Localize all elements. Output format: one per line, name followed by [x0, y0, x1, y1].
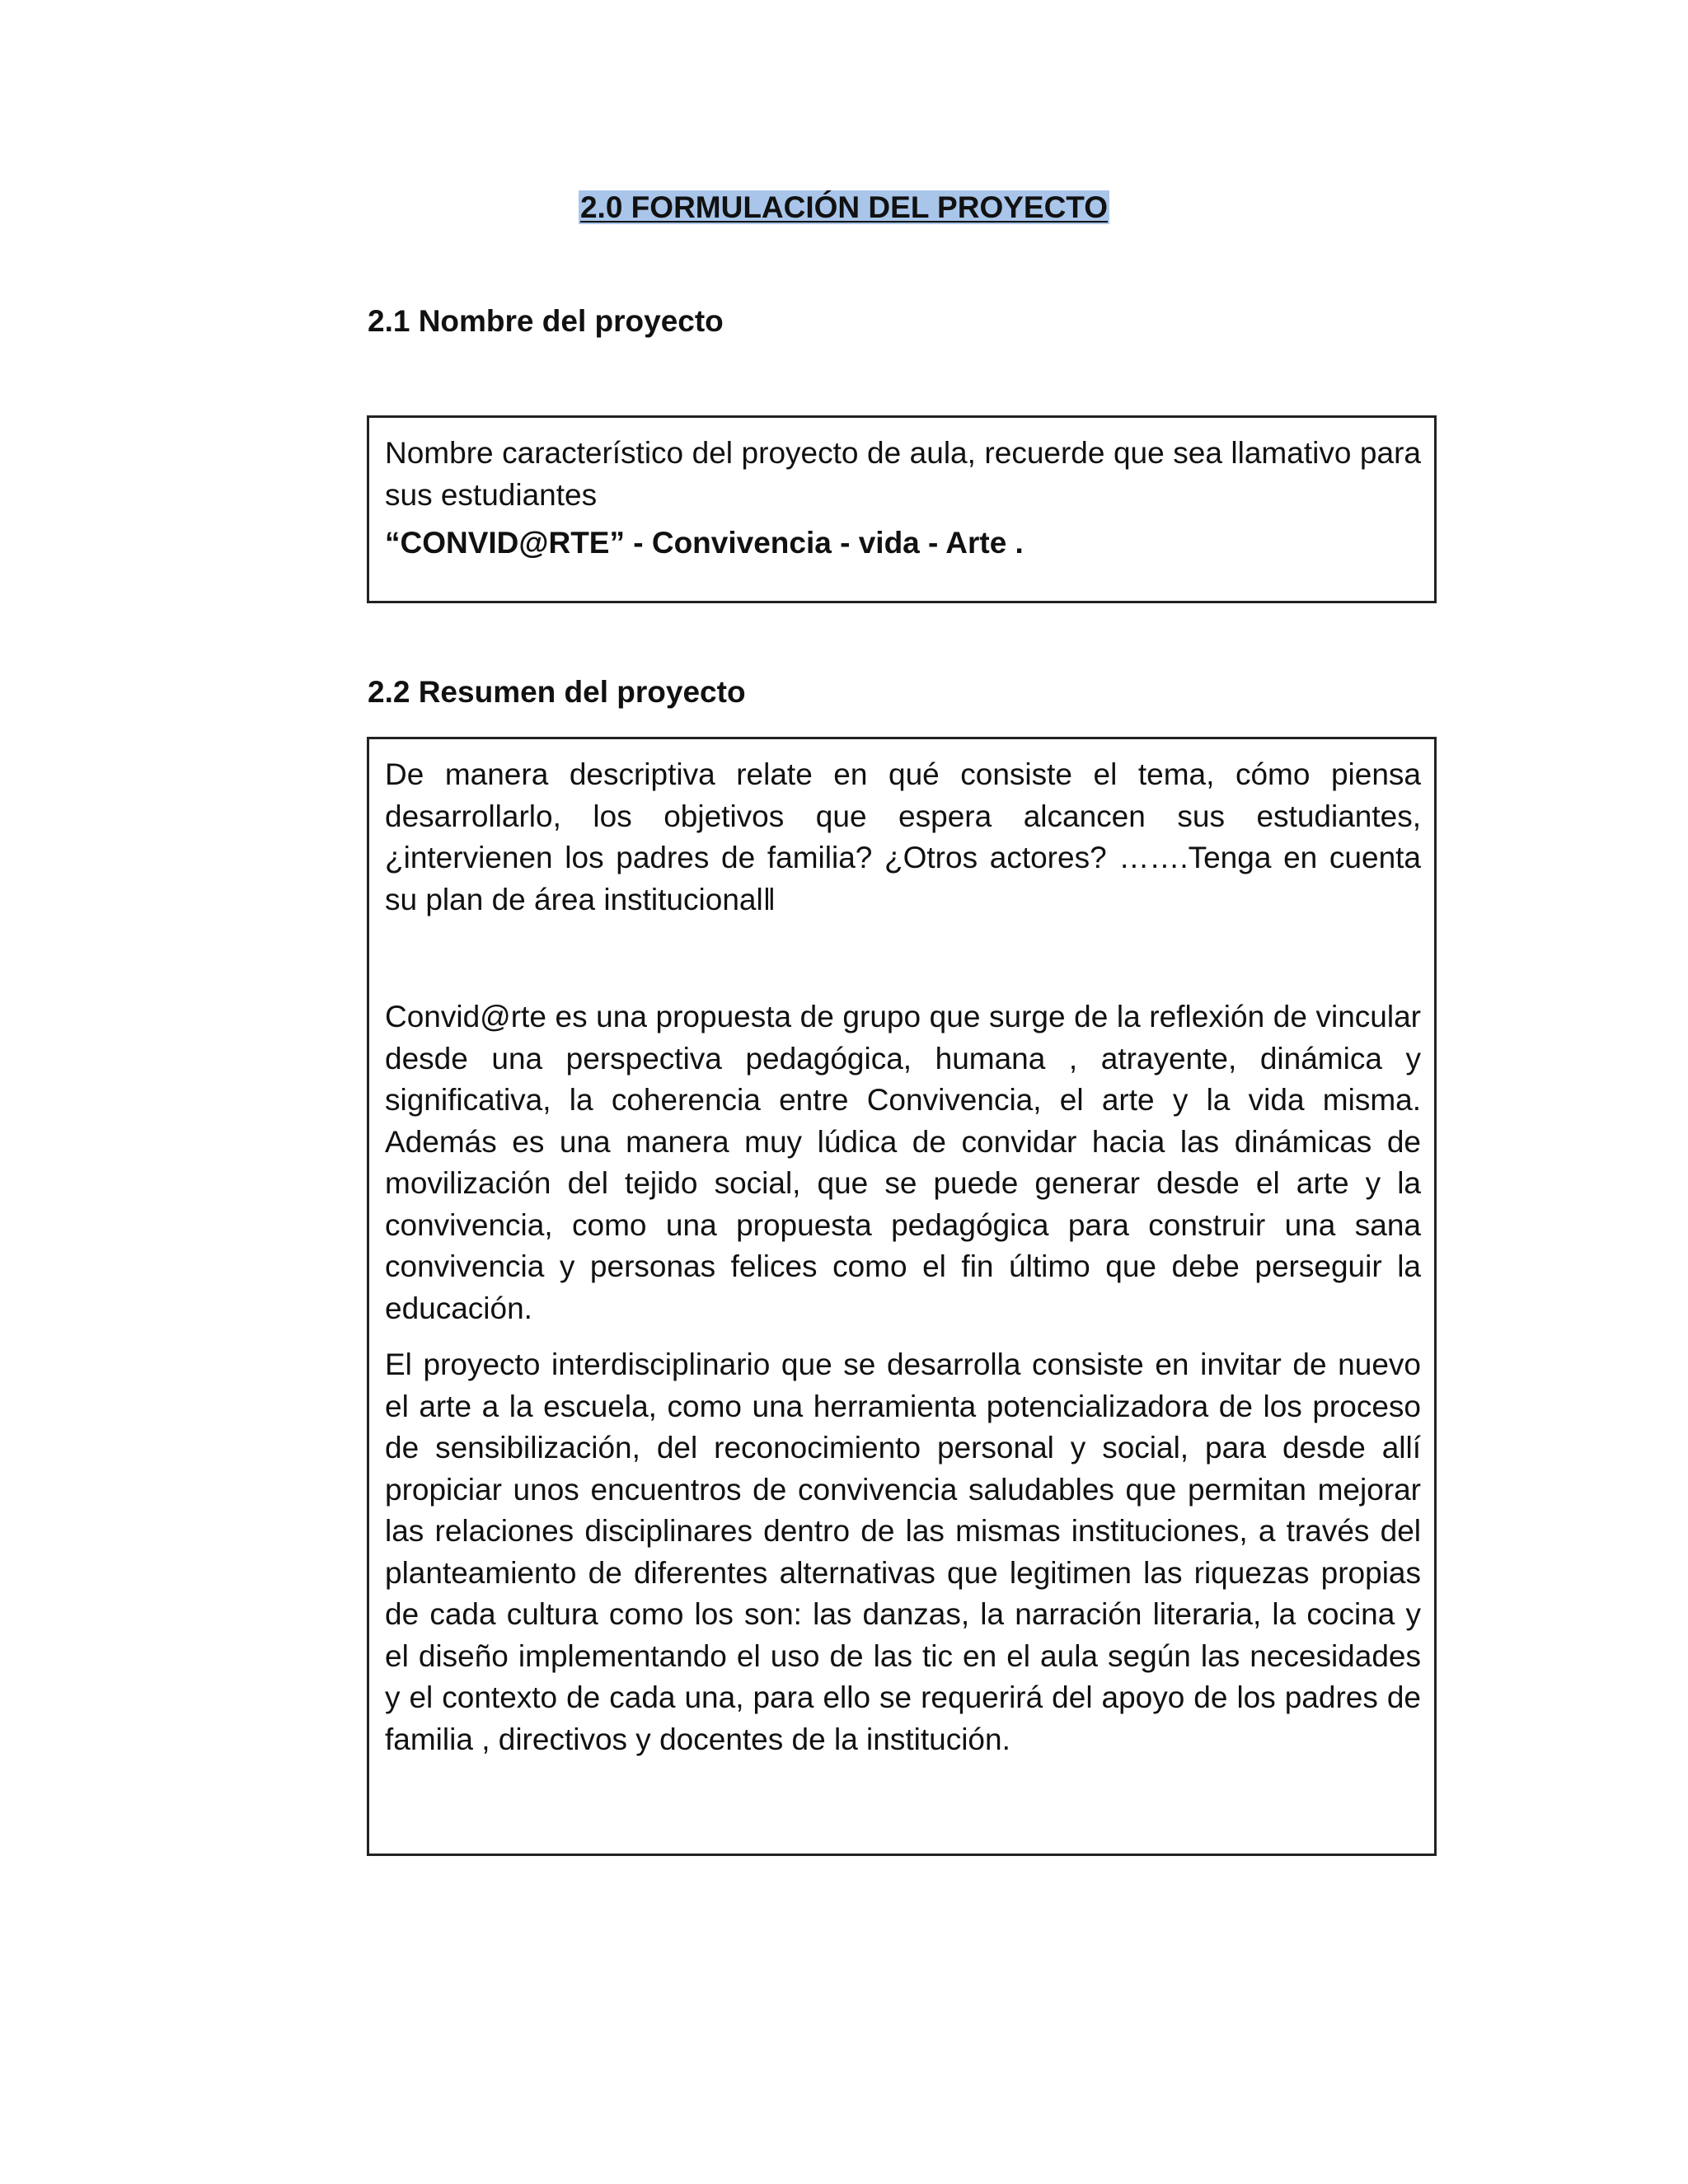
project-name-box: [367, 415, 1437, 603]
project-summary-paragraph-2: El proyecto interdisciplinario que se desarrolla consiste en invitar de nuevo el arte a la escuela, como una herramienta potencializadora de los proceso de sensibilización, del reconocimiento personal y social, para desde allí propiciar unos encuentros de convivencia saludables que permitan mejorar las relaciones disciplinares dentro de las mismas instituciones, a través del planteamiento de diferentes alternativas que legitimen las riquezas propias de cada cultura como los son: las danzas, la narración literaria, la cocina y el diseño implementando el uso de las tic en el aula según las necesidades y el contexto de cada una, para ello se requerirá del apoyo de los padres de familia , directivos y docentes de la institución.: [385, 1347, 1421, 1756]
project-summary-instruction: De manera descriptiva relate en qué consiste el tema, cómo piensa desarrollarlo, los objetivos que espera alcancen sus estudiantes, ¿intervienen los padres de familia? ¿Otros actores? …….Tenga en cuenta su plan de área institucional‖: [385, 757, 1421, 916]
section-heading-project-summary: 2.2 Resumen del proyecto: [368, 675, 746, 709]
document-title-text: 2.0 FORMULACIÓN DEL PROYECTO: [579, 190, 1109, 224]
section-heading-project-name: 2.1 Nombre del proyecto: [368, 304, 724, 338]
project-summary-box: [367, 737, 1437, 1856]
project-name-value: “CONVID@RTE” - Convivencia - vida - Arte .: [385, 526, 1024, 560]
project-summary-paragraph-1: Convid@rte es una propuesta de grupo que surge de la reflexión de vincular desde una perspectiva pedagógica, humana , atrayente, dinámica y significativa, la coherencia entre Convivencia, el arte y la vida misma. Además es una manera muy lúdica de convidar hacia las dinámicas de movilización del tejido social, que se puede generar desde el arte y la convivencia, como una propuesta pedagógica para construir una sana convivencia y personas felices como el fin último que debe perseguir la educación.: [385, 1000, 1421, 1325]
project-name-instruction: Nombre característico del proyecto de aula, recuerde que sea llamativo para sus estudiantes: [385, 436, 1421, 512]
document-title: [0, 186, 1688, 229]
